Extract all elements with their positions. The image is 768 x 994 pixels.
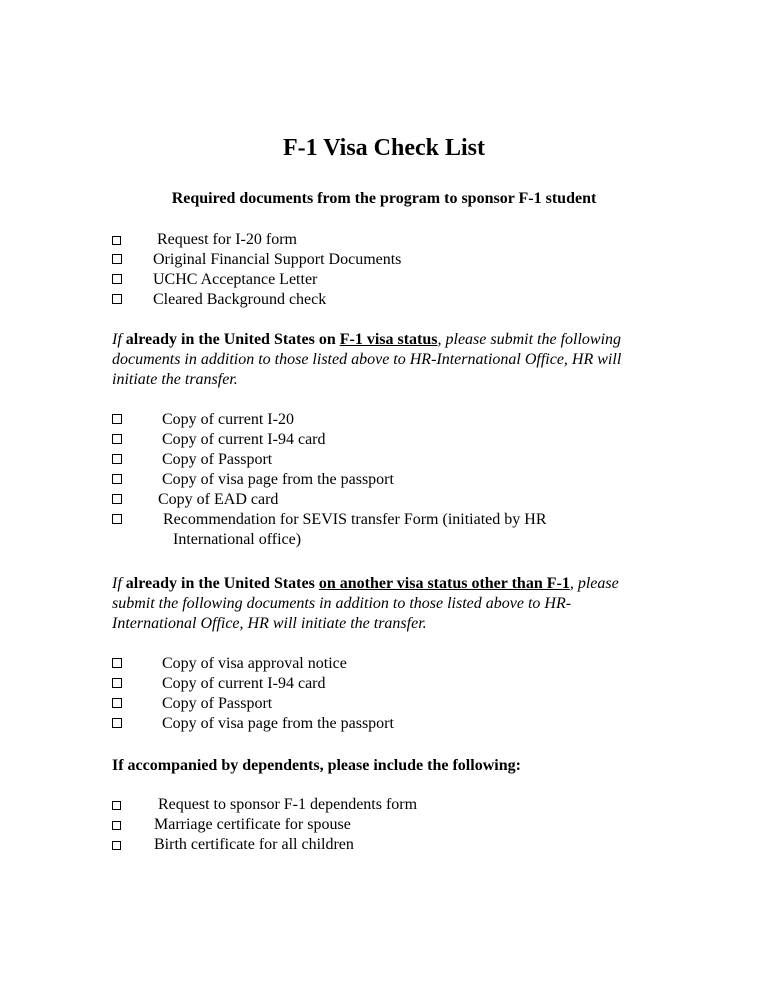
- page-title: F-1 Visa Check List: [282, 135, 485, 161]
- list-item: [112, 815, 672, 835]
- list-item-label: Recommendation for SEVIS transfer Form (initiated by HR: [163, 511, 547, 528]
- list-item-label: Copy of Passport: [162, 451, 273, 468]
- list-item-label: Original Financial Support Documents: [153, 251, 402, 268]
- paragraph-underlined: on another visa status other than F-1: [318, 575, 570, 592]
- paragraph-bold: already in the United States on: [125, 331, 336, 348]
- list-item-label: Request to sponsor F-1 dependents form: [158, 796, 418, 813]
- paragraph-rest: , please submit the following documents in addition to those listed above to HR-International Office, HR will initiate the transfer.: [112, 331, 622, 388]
- list-item-label: Birth certificate for all children: [154, 836, 354, 853]
- list-item: [112, 490, 672, 510]
- list-item: [112, 714, 672, 734]
- checkbox-icon: [112, 678, 122, 688]
- checkbox-icon: [112, 801, 121, 810]
- list-item-label: Copy of EAD card: [158, 491, 279, 508]
- page-subtitle: Required documents from the program to sponsor F-1 student: [171, 190, 597, 207]
- checkbox-icon: [112, 698, 122, 708]
- checkbox-icon: [112, 414, 122, 424]
- paragraph-underlined: F-1 visa status: [339, 331, 438, 348]
- list-item: [112, 430, 672, 450]
- list-item-label: Copy of current I-20: [162, 411, 294, 428]
- checkbox-icon: [112, 474, 122, 484]
- dependents-heading: If accompanied by dependents, please include the following:: [112, 757, 521, 774]
- list-item: [112, 290, 672, 310]
- checkbox-icon: [112, 254, 122, 264]
- list-item-label: Copy of visa page from the passport: [162, 471, 394, 488]
- list-item: [112, 674, 672, 694]
- list-item: [112, 694, 672, 714]
- other-status-paragraph: [112, 574, 652, 634]
- list-item-label: Copy of visa page from the passport: [162, 715, 394, 732]
- paragraph-lead: If: [112, 575, 122, 592]
- list-item-label: Copy of current I-94 card: [162, 675, 326, 692]
- list-item-label: Cleared Background check: [153, 291, 327, 308]
- list-item-label: UCHC Acceptance Letter: [153, 271, 318, 288]
- list-item-label: Copy of visa approval notice: [162, 655, 347, 672]
- list-item: [112, 470, 672, 490]
- paragraph-bold: already in the United States: [125, 575, 315, 592]
- checkbox-icon: [112, 494, 122, 504]
- list-item: [112, 410, 672, 430]
- list-item: [112, 230, 672, 250]
- checkbox-icon: [112, 658, 122, 668]
- sponsor-documents-list: [112, 230, 672, 310]
- other-status-documents-list: [112, 654, 672, 734]
- list-item: [112, 510, 672, 550]
- checkbox-icon: [112, 821, 121, 830]
- list-item-label: Copy of current I-94 card: [162, 431, 326, 448]
- checkbox-icon: [112, 274, 122, 284]
- checkbox-icon: [112, 841, 121, 850]
- list-item: [112, 250, 672, 270]
- list-item: [112, 795, 672, 815]
- list-item-label: Marriage certificate for spouse: [154, 816, 351, 833]
- checkbox-icon: [112, 514, 122, 524]
- list-item-label-continued: International office): [173, 531, 302, 548]
- list-item: [112, 654, 672, 674]
- list-item: [112, 450, 672, 470]
- checkbox-icon: [112, 236, 121, 245]
- paragraph-lead: If: [112, 331, 122, 348]
- list-item-label: Copy of Passport: [162, 695, 273, 712]
- checkbox-icon: [112, 454, 122, 464]
- list-item-label: Request for I-20 form: [157, 231, 297, 248]
- list-item: [112, 835, 672, 855]
- checkbox-icon: [112, 718, 122, 728]
- checkbox-icon: [112, 294, 122, 304]
- paragraph-rest: , please submit the following documents in addition to those listed above to HR-International Office, HR will initiate the transfer.: [112, 575, 619, 632]
- f1-status-paragraph: [112, 330, 652, 390]
- checkbox-icon: [112, 434, 122, 444]
- f1-transfer-documents-list: [112, 410, 672, 550]
- list-item: [112, 270, 672, 290]
- dependents-documents-list: [112, 795, 672, 855]
